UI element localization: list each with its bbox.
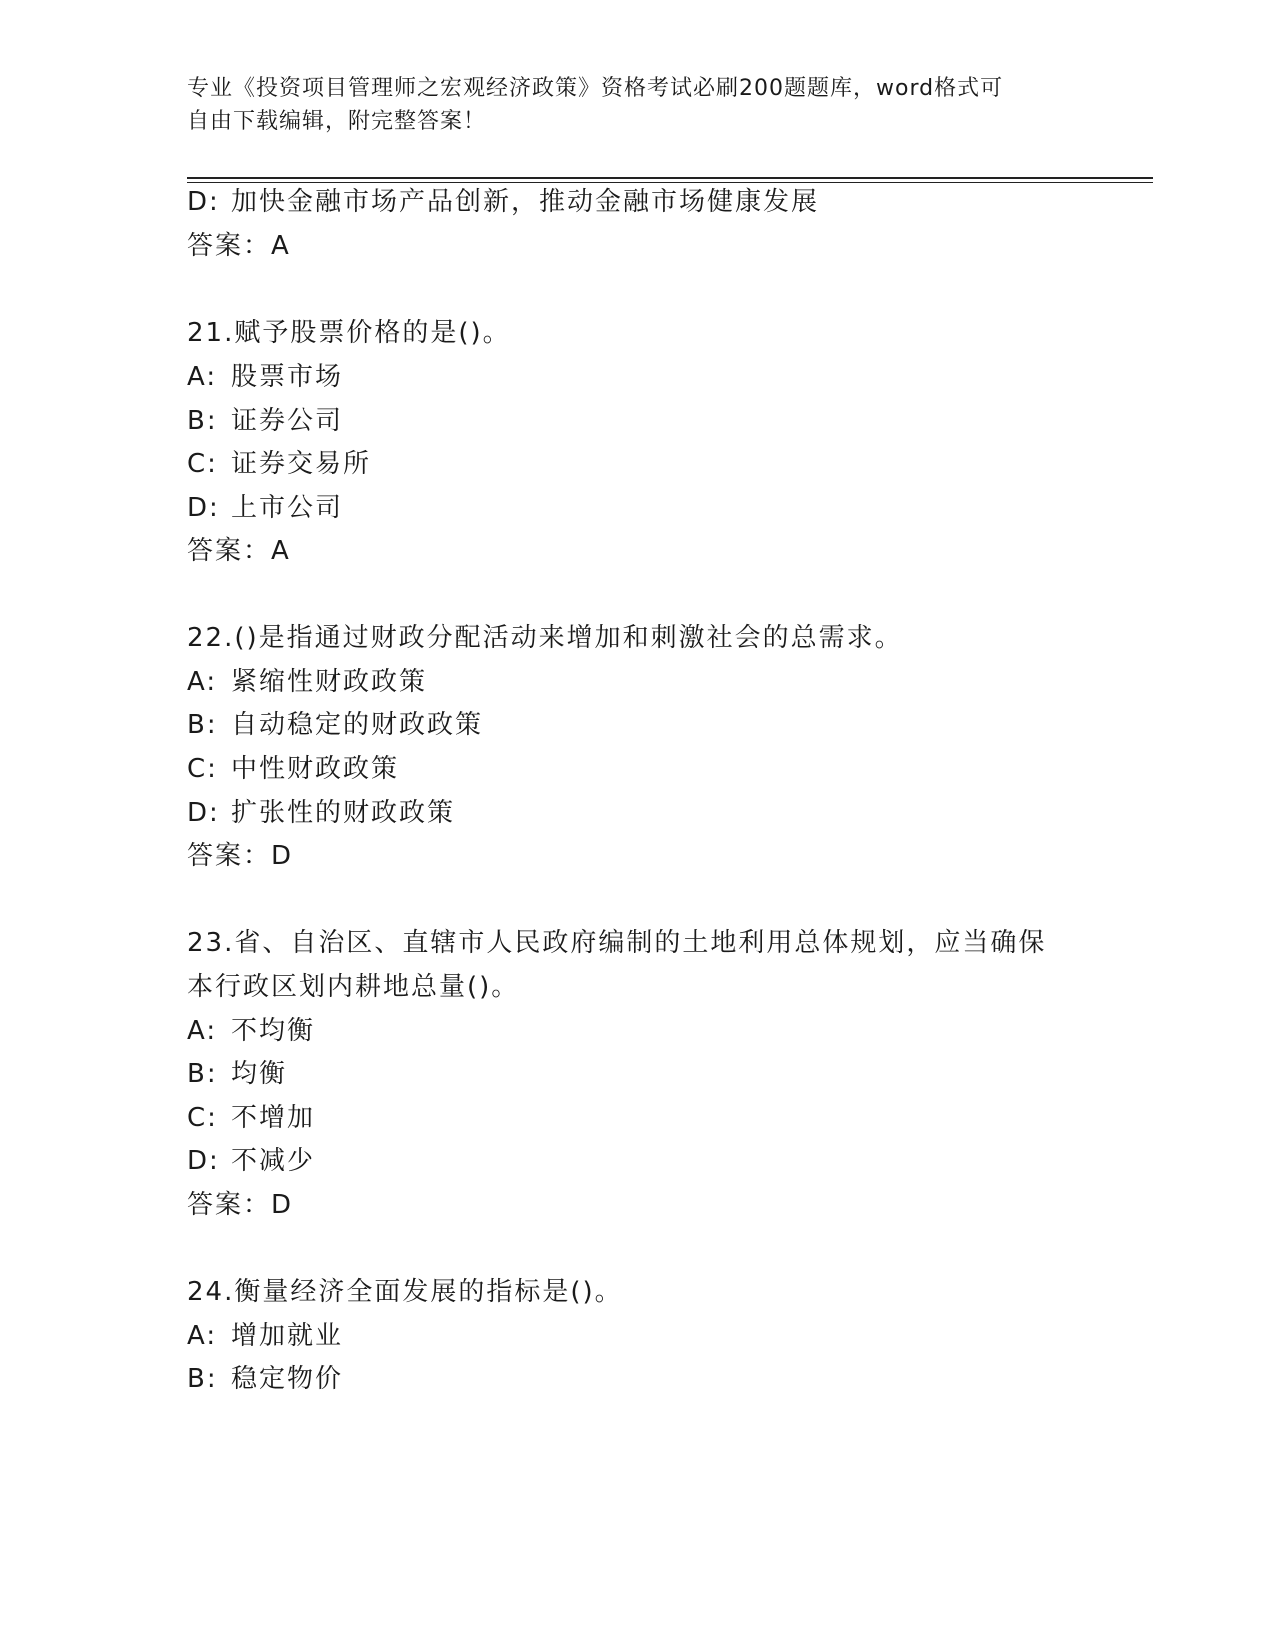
option-text: 加快金融市场产品创新，推动金融市场健康发展 <box>231 187 820 217</box>
header-line-2: 自由下载编辑，附完整答案！ <box>187 109 487 134</box>
option-text: 均衡 <box>231 1059 288 1089</box>
option-text: 不减少 <box>231 1146 316 1176</box>
option-text: 股票市场 <box>231 362 344 392</box>
option-text: 增加就业 <box>231 1321 344 1351</box>
document-header <box>187 72 1087 138</box>
q20-option-d <box>187 186 819 218</box>
option-label: A: <box>187 362 218 392</box>
option-text: 证券公司 <box>231 406 344 436</box>
option-text: 不均衡 <box>231 1016 316 1046</box>
option-label: A: <box>187 667 218 697</box>
q22-option-d <box>187 797 455 829</box>
q22-option-c <box>187 753 399 785</box>
option-label: B: <box>187 1364 218 1394</box>
q23-option-a <box>187 1015 315 1047</box>
q22-stem: 22.()是指通过财政分配活动来增加和刺激社会的总需求。 <box>187 623 903 653</box>
q21-option-d <box>187 492 343 524</box>
option-text: 紧缩性财政政策 <box>231 667 428 697</box>
option-label: A: <box>187 1016 218 1046</box>
q23-stem-line-2: 本行政区划内耕地总量()。 <box>187 972 520 1002</box>
option-text: 中性财政政策 <box>231 754 400 784</box>
option-label: A: <box>187 1321 218 1351</box>
header-line-1: 专业《投资项目管理师之宏观经济政策》资格考试必刷200题题库，word格式可 <box>187 76 1004 101</box>
q21-option-b <box>187 405 343 437</box>
q24-stem: 24.衡量经济全面发展的指标是()。 <box>187 1277 623 1307</box>
option-label: B: <box>187 1059 218 1089</box>
q22-option-a <box>187 666 427 698</box>
q22-answer: 答案：D <box>187 841 294 871</box>
option-label: C: <box>187 449 218 479</box>
header-divider <box>187 177 1153 183</box>
option-label: D: <box>187 1146 220 1176</box>
option-label: D: <box>187 187 220 217</box>
q23-stem-line-1: 23.省、自治区、直辖市人民政府编制的土地利用总体规划，应当确保 <box>187 928 1047 958</box>
option-label: C: <box>187 1103 218 1133</box>
q24-option-b <box>187 1363 343 1395</box>
q21-stem: 21.赋予股票价格的是()。 <box>187 318 511 348</box>
q23-answer: 答案：D <box>187 1190 294 1220</box>
option-text: 证券交易所 <box>231 449 372 479</box>
option-text: 不增加 <box>231 1103 316 1133</box>
q22-option-b <box>187 709 483 741</box>
option-label: C: <box>187 754 218 784</box>
q23-option-c <box>187 1102 315 1134</box>
option-label: B: <box>187 710 218 740</box>
option-text: 扩张性的财政政策 <box>231 798 456 828</box>
option-text: 稳定物价 <box>231 1364 344 1394</box>
option-text: 自动稳定的财政政策 <box>231 710 484 740</box>
q23-option-b <box>187 1058 287 1090</box>
q21-option-c <box>187 448 371 480</box>
option-label: B: <box>187 406 218 436</box>
q24-option-a <box>187 1320 343 1352</box>
q21-option-a <box>187 361 343 393</box>
option-text: 上市公司 <box>231 493 344 523</box>
option-label: D: <box>187 798 220 828</box>
q21-answer: 答案：A <box>187 536 291 566</box>
q20-answer: 答案：A <box>187 231 291 261</box>
option-label: D: <box>187 493 220 523</box>
q23-option-d <box>187 1145 315 1177</box>
